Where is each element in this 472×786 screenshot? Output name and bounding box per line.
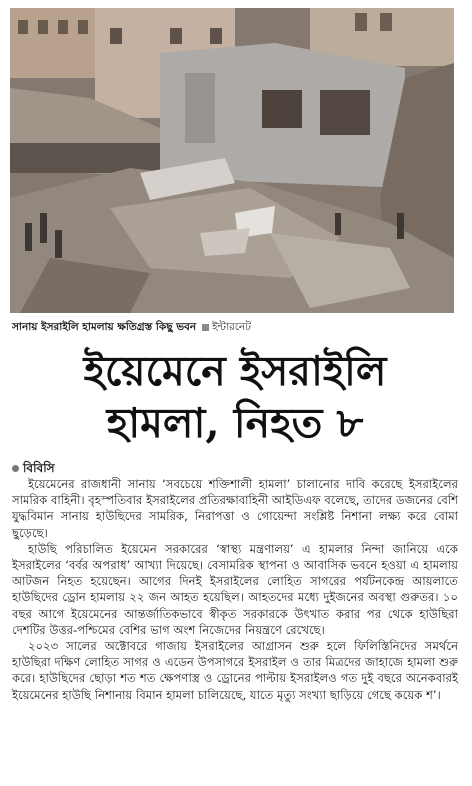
headline-line-1: ইয়েমেনে ইসরাইলি bbox=[83, 347, 387, 395]
body-paragraph-1: ইয়েমেনের রাজধানী সানায় ‘সবচেয়ে শক্তিশালী হামলা’ চালানোর দাবি করেছে ইসরাইলের সামরিক বাহিনী। বৃহস্পতিবার ইসরাইলের প্রতিরক্ষাবাহিনী আইডিএফ বলেছে, তাদের ডজনের বেশি যুদ্ধবিমান সানায় হাউছিদের সামরিক, নিরাপত্তা ও গোয়েন্দা সংশ্লিষ্ট নিশানা লক্ষ্য করে বোমা ছুড়েছে। bbox=[12, 477, 458, 540]
caption-text: সানায় ইসরাইলি হামলায় ক্ষতিগ্রস্ত কিছু ভবন bbox=[12, 321, 197, 333]
article-body bbox=[12, 476, 458, 703]
photo-credit: ইন্টারনেট bbox=[212, 321, 251, 333]
byline-dot-icon bbox=[12, 465, 19, 472]
headline bbox=[10, 345, 460, 449]
byline-source: বিবিসি bbox=[23, 461, 55, 475]
rubble-photo-drawing bbox=[10, 8, 454, 313]
rubble-photo bbox=[10, 8, 454, 313]
body-paragraph-3: ২০২৩ সালের অক্টোবরে গাজায় ইসরাইলের আগ্রাসন শুরু হলে ফিলিস্তিনিদের সমর্থনে হাউছিরা দক্ষিণ লোহিত সাগর ও এডেন উপসাগরে ইসরাইল ও তার মিত্রদের জাহাজে হামলা শুরু করে। হাউছিদের ছোড়া শত শত ক্ষেপণাস্ত্র ও ড্রোনের পাল্টায় ইসরাইলও গত দুই বছরে অনেকবারই ইয়েমেনের হাউছি নিশানায় বিমান হামলা চালিয়েছে, যাতে মৃত্যু সংখ্যা ছাড়িয়ে গেছে কয়েক শ’। bbox=[12, 639, 458, 702]
headline-line-2: হামলা, নিহত ৮ bbox=[106, 399, 364, 447]
photo-caption bbox=[12, 320, 462, 338]
caption-square-icon bbox=[202, 324, 209, 331]
body-paragraph-2: হাউছি পরিচালিত ইয়েমেন সরকারের ‘স্বাস্থ্য মন্ত্রণালয়’ এ হামলার নিন্দা জানিয়ে একে ইসরাইলের ‘বর্বর অপরাধ’ আখ্যা দিয়েছে। বেসামরিক স্থাপনা ও আবাসিক ভবনে হওয়া এ হামলায় আটজন নিহত হয়েছেন। আগের দিনই ইসরাইলের লোহিত সাগরের পর্যটনকেন্দ্র আয়লাতে হাউছিদের ড্রোন হামলায় ২২ জন আহত হয়েছিল। আহতদের মধ্যে দুইজনের অবস্থা গুরুতর। ১০ বছর আগে ইয়েমেনের আন্তর্জাতিকভাবে স্বীকৃত সরকারকে উৎখাত করার পর থেকে হাউছিরা দেশটির উত্তর-পশ্চিমের বেশির ভাগ অংশ নিজেদের নিয়ন্ত্রণে রেখেছে। bbox=[12, 541, 458, 637]
